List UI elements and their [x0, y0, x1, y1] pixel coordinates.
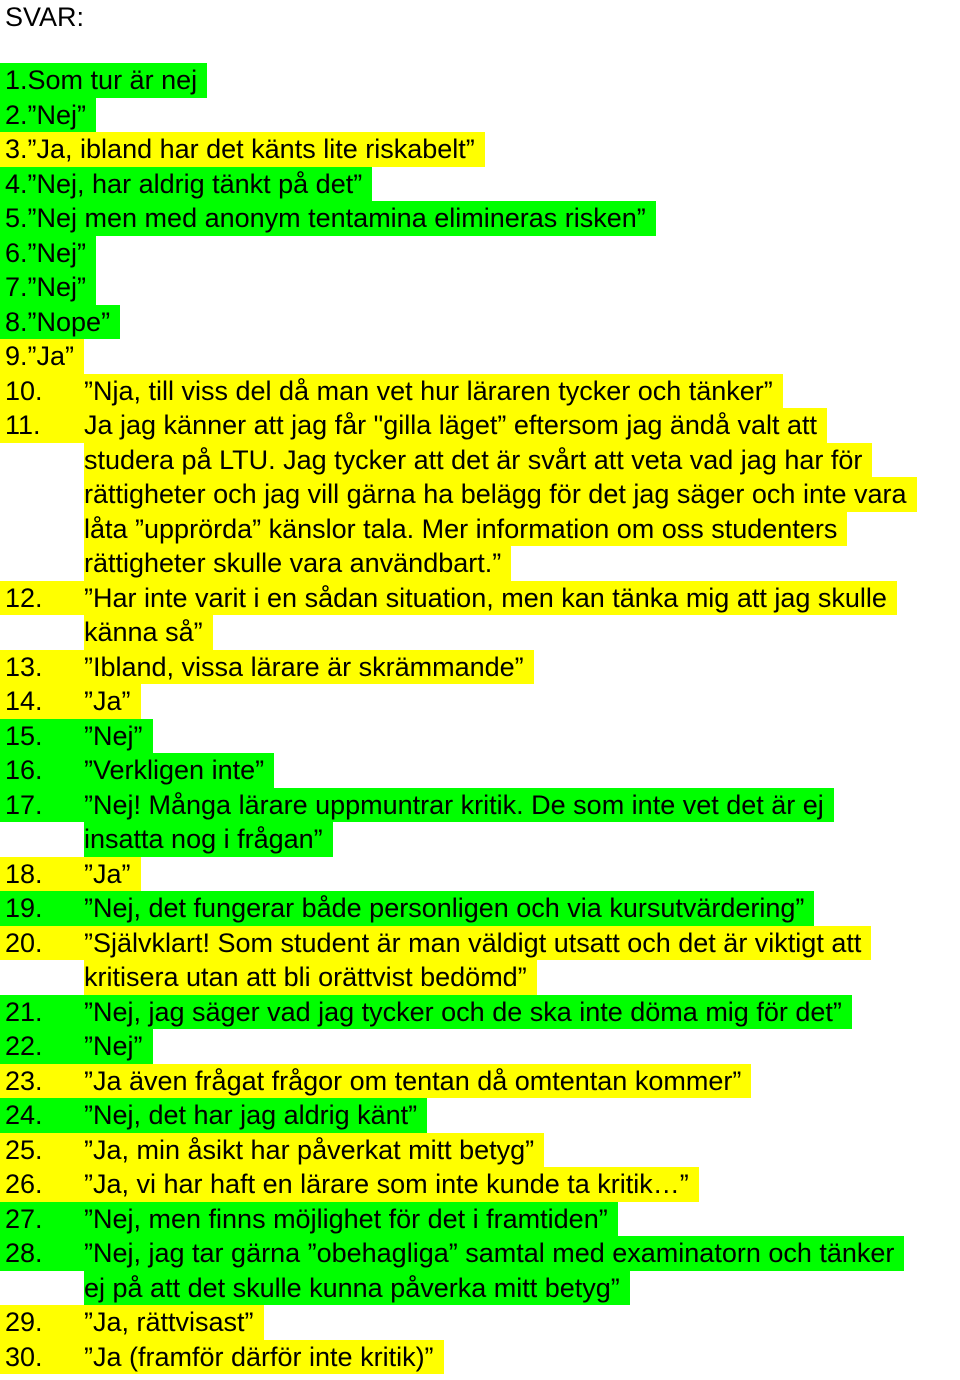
answer-line [0, 305, 960, 340]
answer-number: 15. [0, 719, 84, 754]
answer-text: ”Ja” [84, 684, 141, 719]
answer-text: ”Ja, rättvisast” [84, 1305, 264, 1340]
answer-text: låta ”upprörda” känslor tala. Mer information om oss studenters [84, 512, 847, 547]
answer-item [0, 408, 960, 581]
answer-text: ”Nej” [27, 237, 87, 268]
answer-number: 22. [0, 1029, 84, 1064]
answer-number: 7. [5, 272, 28, 302]
answer-line [0, 1340, 960, 1375]
answer-line [0, 374, 960, 409]
answer-text: ej på att det skulle kunna påverka mitt betyg” [84, 1271, 630, 1306]
answer-number: 24. [0, 1098, 84, 1133]
answer-item [0, 167, 960, 202]
answer-text: ”Nej, jag säger vad jag tycker och de ska inte döma mig för det” [84, 995, 852, 1030]
answer-line [0, 926, 960, 961]
answer-line [0, 98, 960, 133]
answer-text: ”Ja (framför därför inte kritik)” [84, 1340, 444, 1375]
answer-item [0, 201, 960, 236]
answer-highlight [0, 98, 96, 133]
answer-item [0, 1340, 960, 1375]
answer-number: 2. [5, 99, 28, 130]
answer-number: 19. [0, 891, 84, 926]
answer-line [0, 236, 960, 271]
answer-item [0, 63, 960, 98]
answer-number: 21. [0, 995, 84, 1030]
answer-line [0, 477, 960, 512]
answer-line [0, 960, 960, 995]
answer-number: 26. [0, 1167, 84, 1202]
answer-list [0, 63, 960, 1374]
answer-item [0, 1305, 960, 1340]
answer-text: ”Nej” [27, 272, 87, 302]
answer-line [0, 1167, 960, 1202]
answer-line [0, 719, 960, 754]
answer-line [0, 1064, 960, 1099]
answer-line [0, 1098, 960, 1133]
answer-line [0, 650, 960, 685]
answer-item [0, 753, 960, 788]
answer-number: 18. [0, 857, 84, 892]
answer-item [0, 1236, 960, 1305]
answer-highlight [0, 305, 120, 340]
answer-line [0, 1271, 960, 1306]
answer-number: 8. [5, 306, 28, 337]
answer-number: 1. [5, 65, 28, 95]
answer-number: 13. [0, 650, 84, 685]
answer-item [0, 1064, 960, 1099]
answer-item [0, 339, 960, 374]
answer-item [0, 995, 960, 1030]
answer-line [0, 339, 960, 374]
answer-text: ”Nej, det fungerar både personligen och via kursutvärdering” [84, 891, 814, 926]
answer-text: ”Nej” [84, 719, 153, 754]
answer-text: ”Nej, har aldrig tänkt på det” [27, 168, 363, 199]
answer-item [0, 926, 960, 995]
answer-text: ”Verkligen inte” [84, 753, 274, 788]
answer-item [0, 236, 960, 271]
answer-item [0, 719, 960, 754]
answer-line [0, 443, 960, 478]
answer-item [0, 788, 960, 857]
answer-item [0, 1029, 960, 1064]
answer-text: ”Ja” [84, 857, 141, 892]
answer-line [0, 167, 960, 202]
answer-line [0, 581, 960, 616]
answer-item [0, 891, 960, 926]
answer-line [0, 891, 960, 926]
answer-line [0, 408, 960, 443]
answer-highlight [0, 167, 372, 202]
answer-highlight [0, 132, 485, 167]
answer-text: rättigheter och jag vill gärna ha belägg för det jag säger och inte vara [84, 477, 917, 512]
answer-line [0, 1202, 960, 1237]
answer-line [0, 753, 960, 788]
answer-text: Som tur är nej [27, 65, 198, 95]
answer-item [0, 684, 960, 719]
answer-number: 6. [5, 237, 28, 268]
answer-line [0, 1236, 960, 1271]
answer-line [0, 857, 960, 892]
answer-number: 28. [0, 1236, 84, 1271]
answer-highlight [0, 236, 96, 271]
answer-line [0, 1029, 960, 1064]
answer-item [0, 581, 960, 650]
answer-text: ”Ja, min åsikt har påverkat mitt betyg” [84, 1133, 544, 1168]
answer-item [0, 1098, 960, 1133]
answer-item [0, 374, 960, 409]
answer-item [0, 650, 960, 685]
answer-text: insatta nog i frågan” [84, 822, 333, 857]
answer-number: 10. [0, 374, 84, 409]
answer-line [0, 615, 960, 650]
answer-number: 11. [0, 408, 84, 443]
answer-text: ”Nej, men finns möjlighet för det i framtiden” [84, 1202, 618, 1237]
answer-number: 14. [0, 684, 84, 719]
answer-line [0, 132, 960, 167]
answer-line [0, 822, 960, 857]
answer-text: Ja jag känner att jag får "gilla läget” eftersom jag ändå valt att [84, 408, 827, 443]
answer-text: ”Nej, jag tar gärna ”obehagliga” samtal med examinatorn och tänker [84, 1236, 904, 1271]
answer-text: rättigheter skulle vara användbart.” [84, 546, 511, 581]
answer-number: 23. [0, 1064, 84, 1099]
answer-line [0, 1305, 960, 1340]
answer-highlight [0, 339, 84, 374]
answer-highlight [0, 63, 207, 98]
answer-number: 16. [0, 753, 84, 788]
answer-number: 25. [0, 1133, 84, 1168]
answer-item [0, 132, 960, 167]
page-heading: SVAR: [5, 2, 85, 32]
answer-text: studera på LTU. Jag tycker att det är svårt att veta vad jag har för [84, 443, 872, 478]
answer-line [0, 63, 960, 98]
answer-text: ”Ibland, vissa lärare är skrämmande” [84, 650, 534, 685]
answer-line [0, 995, 960, 1030]
answer-highlight [0, 201, 656, 236]
answer-line [0, 270, 960, 305]
answer-line [0, 788, 960, 823]
answer-text: ”Har inte varit i en sådan situation, men kan tänka mig att jag skulle [84, 581, 897, 616]
answer-line [0, 684, 960, 719]
answer-line [0, 1133, 960, 1168]
answer-number: 12. [0, 581, 84, 616]
answer-text: ”Ja, ibland har det känts lite riskabelt” [27, 134, 475, 164]
answer-item [0, 1202, 960, 1237]
answer-text: ”Ja” [27, 341, 75, 371]
answer-text: ”Nej men med anonym tentamina elimineras risken” [27, 203, 646, 233]
answer-text: ”Nej, det har jag aldrig känt” [84, 1098, 427, 1133]
answer-number: 5. [5, 203, 28, 233]
answer-text: känna så” [84, 615, 213, 650]
answer-number: 17. [0, 788, 84, 823]
answer-line [0, 546, 960, 581]
answer-text: ”Nej” [84, 1029, 153, 1064]
answer-number: 3. [5, 134, 28, 164]
answer-number: 27. [0, 1202, 84, 1237]
answer-number: 30. [0, 1340, 84, 1375]
answer-text: ”Nope” [27, 306, 111, 337]
answer-text: ”Nej” [27, 99, 87, 130]
answer-text: ”Självklart! Som student är man väldigt utsatt och det är viktigt att [84, 926, 871, 961]
answer-text: kritisera utan att bli orättvist bedömd” [84, 960, 537, 995]
answer-text: ”Ja, vi har haft en lärare som inte kunde ta kritik…” [84, 1167, 699, 1202]
answer-line [0, 512, 960, 547]
answer-item [0, 305, 960, 340]
answer-item [0, 1167, 960, 1202]
answer-line [0, 201, 960, 236]
answer-number: 9. [5, 341, 28, 371]
answer-text: ”Ja även frågat frågor om tentan då omtentan kommer” [84, 1064, 751, 1099]
answer-number: 20. [0, 926, 84, 961]
answer-text: ”Nja, till viss del då man vet hur läraren tycker och tänker” [84, 374, 783, 409]
answer-item [0, 1133, 960, 1168]
answer-item [0, 270, 960, 305]
answer-number: 29. [0, 1305, 84, 1340]
answer-item [0, 857, 960, 892]
answer-item [0, 98, 960, 133]
answer-number: 4. [5, 168, 28, 199]
answer-text: ”Nej! Många lärare uppmuntrar kritik. De som inte vet det är ej [84, 788, 834, 823]
answer-highlight [0, 270, 96, 305]
